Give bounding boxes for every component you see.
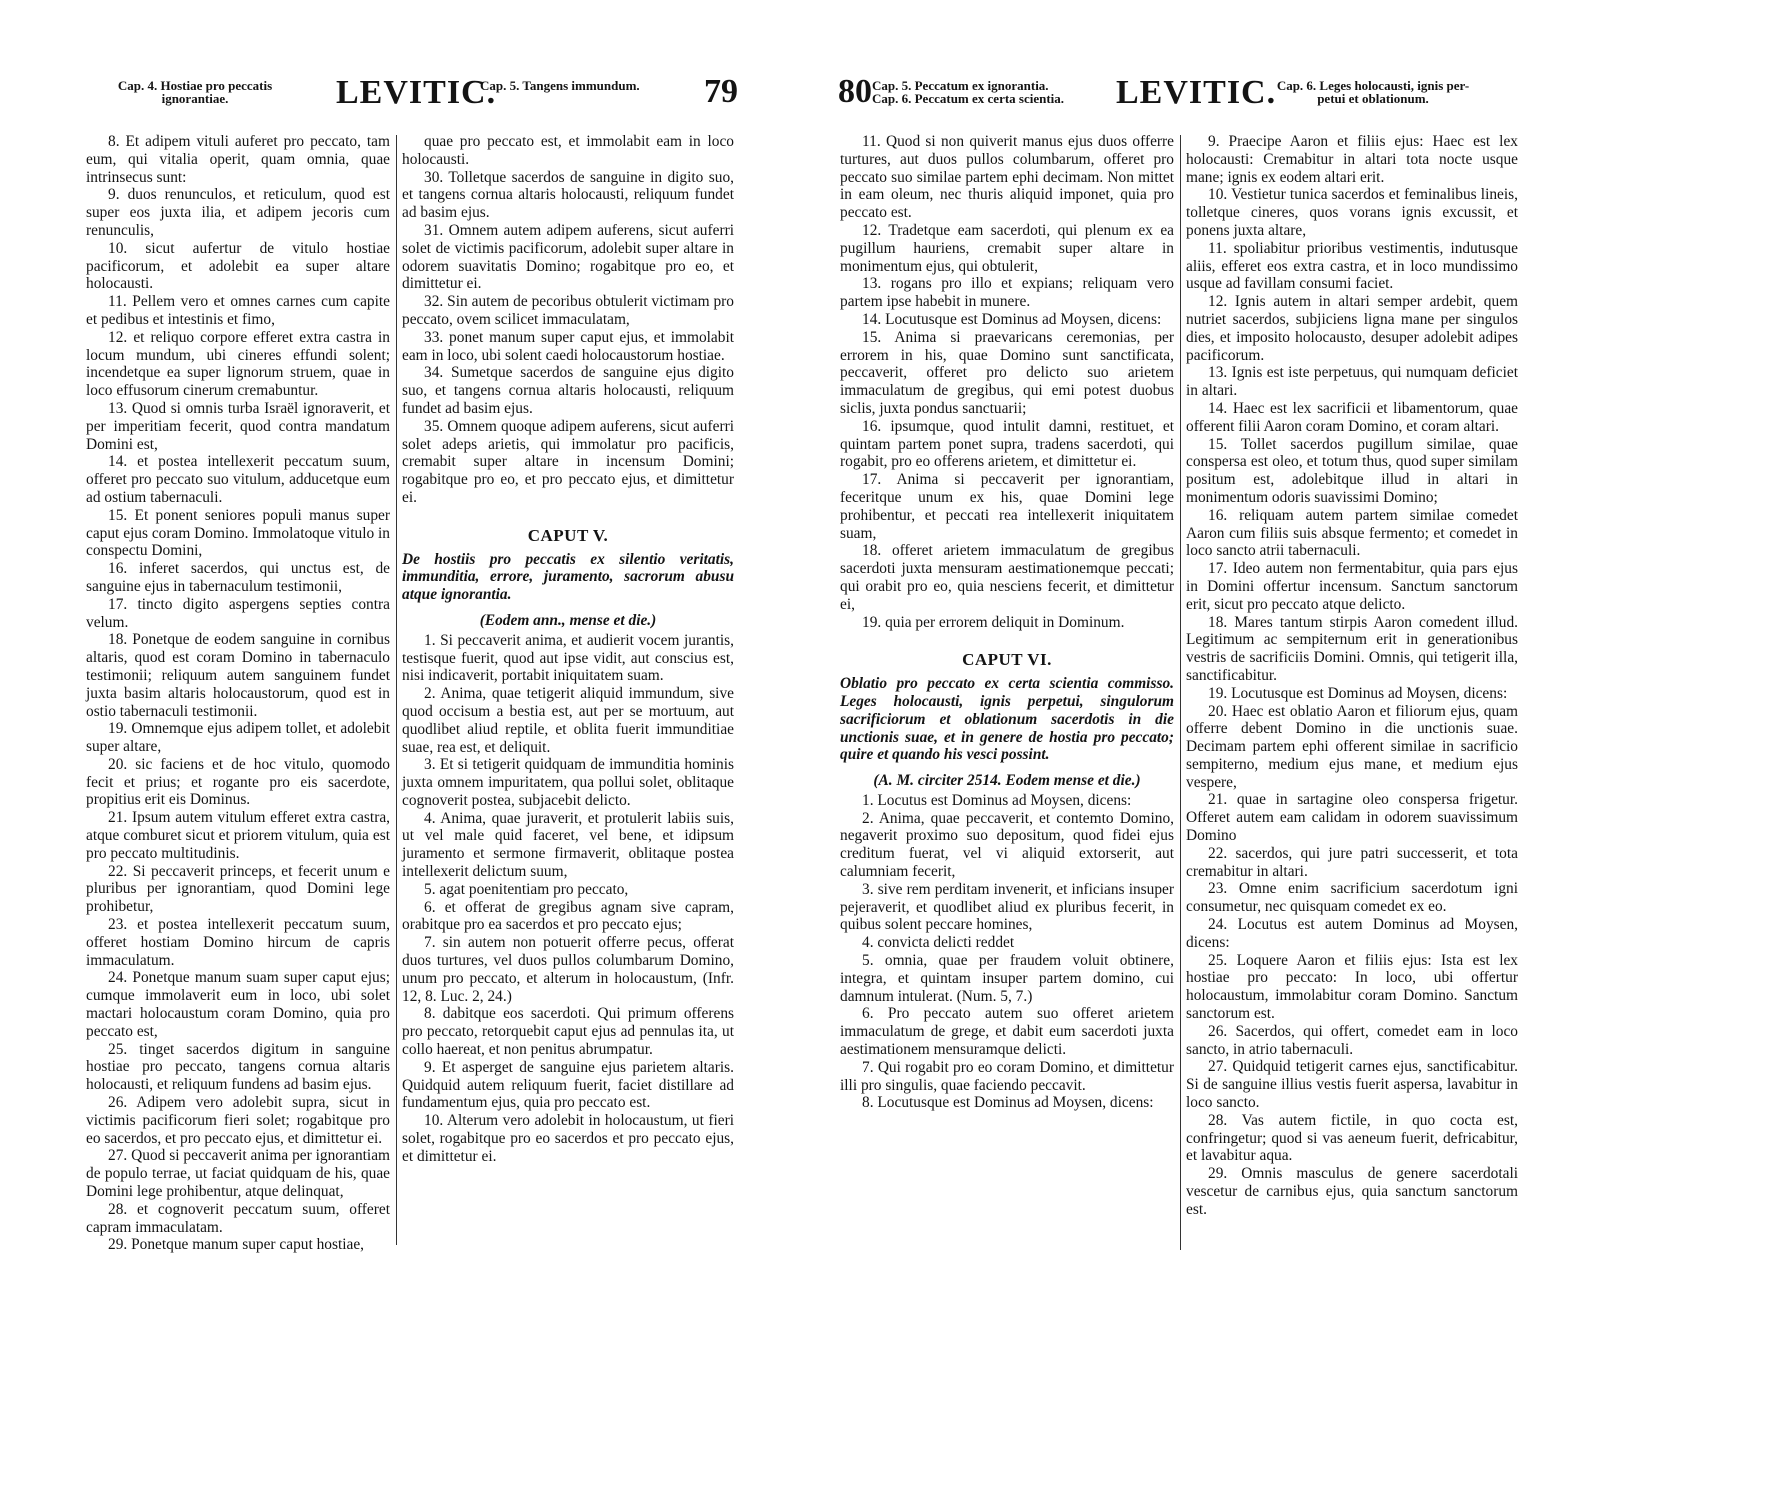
verse: 18. Mares tantum stirpis Aaron comedent illud. Legitimum ac sempiternum erit in generationibus vestris de sacrificiis Domini. Omnis, qui tetigerit illa, sanctificabitur. xyxy=(1186,613,1518,684)
verse: 15. Et ponent seniores populi manus super caput ejus coram Domino. Immolatoque vitulo in conspectu Domini, xyxy=(86,506,390,560)
verse: 20. Haec est oblatio Aaron et filiorum ejus, quam offerre debent Domino in die unctionis suae. Decimam partem ephi offerent similae in sacrificio sempiterno, medium ejus mane, et medium ejus vespere, xyxy=(1186,702,1518,791)
verse: 6. Pro peccato autem suo offeret arietem immaculatum de grege, et dabit eum sacerdoti juxta aestimationem mensuramque delicti. xyxy=(840,1005,1174,1059)
right-header-right-note xyxy=(1248,79,1498,105)
verse: 24. Locutus est autem Dominus ad Moysen, dicens: xyxy=(1186,916,1518,951)
verse: 28. Vas autem fictile, in quo cocta est, confringetur; quod si vas aeneum fuerit, defricabitur, et lavabitur aqua. xyxy=(1186,1111,1518,1165)
verse: 17. Anima si peccaverit per ignorantiam, feceritque unum ex his, quae Domini lege prohibentur, et peccati rea intellexerit iniquitatem suam, xyxy=(840,471,1174,542)
header-note-line: ignorantiae. xyxy=(161,91,229,106)
chapter-summary: Oblatio pro peccato ex certa scientia commisso. Leges holocausti, ignis perpetui, singulorum sacrificiorum et oblationum sacerdotis in die unctionis suae, et in genere de hostia pro peccato; quire et quando his vesci possint. xyxy=(840,675,1174,764)
verse: 29. Omnis masculus de genere sacerdotali vescetur de carnibus ejus, quia sanctum sanctorum est. xyxy=(1186,1165,1518,1218)
verse: 34. Sumetque sacerdos de sanguine ejus digito suo, et tangens cornua altaris holocausti, reliquum fundet ad basim ejus. xyxy=(402,364,734,417)
verse: 23. Omne enim sacrificium sacerdotum igni consumetur, nec quisquam comedet ex eo. xyxy=(1186,880,1518,916)
verse: 35. Omnem quoque adipem auferens, sicut auferri solet adeps arietis, qui immolatur pro pacificis, cremabit super altare in incensum Domini; rogabitque pro eo, et pro peccato ejus, et dimittetur ei. xyxy=(402,417,734,506)
header-note-line: Cap. 6. Leges holocausti, ignis per- xyxy=(1276,78,1470,93)
verse: 10. Alterum vero adolebit in holocaustum, ut fieri solet, rogabitque pro eo sacerdos et pro peccato ejus, et dimittetur ei. xyxy=(402,1112,734,1165)
verse: 28. et cognoverit peccatum suum, offeret capram immaculatam. xyxy=(86,1200,390,1236)
verse: 11. Quod si non quiverit manus ejus duos offerre turtures, aut duos pullos columbarum, offeret pro peccato suo similae partem ephi decimam. Non mittet in eam oleum, nec thuris aliquid imponet, quia pro peccato est. xyxy=(840,133,1174,222)
chapter-title: CAPUT VI. xyxy=(962,650,1052,670)
running-title: LEVITIC. xyxy=(336,74,497,111)
verse: 25. Loquere Aaron et filiis ejus: Ista est lex hostiae pro peccato: In loco, ubi offertur holocaustum, immolabitur coram Domino. Sanctum sanctorum est. xyxy=(1186,951,1518,1023)
left-page-column-2 xyxy=(402,133,734,1166)
verse: 11. spoliabitur prioribus vestimentis, indutusque aliis, efferet eos extra castra, et in loco mundissimo usque ad favillam consumi faciet. xyxy=(1186,239,1518,293)
left-page-column-1 xyxy=(86,133,390,1254)
right-page-column-1 xyxy=(840,133,1174,1112)
left-header-left-note xyxy=(100,79,290,105)
chapter-summary: De hostiis pro peccatis ex silentio veritatis, immunditia, errore, juramento, sacrorum abusu atque ignorantia. xyxy=(402,550,734,604)
verse: 13. rogans pro illo et expians; reliquam vero partem ipse habebit in munere. xyxy=(840,275,1174,311)
verse: 11. Pellem vero et omnes carnes cum capite et pedibus et intestinis et fimo, xyxy=(86,293,390,328)
header-note-line: Cap. 5. Peccatum ex ignorantia. xyxy=(872,78,1049,93)
verse: 19. Locutusque est Dominus ad Moysen, dicens: xyxy=(1208,684,1508,702)
verse: 3. Et si tetigerit quidquam de immunditia hominis juxta omnem impuritatem, qua pollui solet, oblitaque cognoverit postea, subjacebit delicto. xyxy=(402,756,734,809)
verse: 15. Tollet sacerdos pugillum similae, quae conspersa est oleo, et totum thus, quod super similam positum est, adolebitque illud in altari in monimentum odoris suavissimi Domino; xyxy=(1186,435,1518,506)
verse: 33. ponet manum super caput ejus, et immolabit eam in loco, ubi solent caedi holocaustorum hostiae. xyxy=(402,328,734,364)
verse: 10. sicut aufertur de vitulo hostiae pacificorum, et adolebit ea super altare holocausti. xyxy=(86,239,390,293)
verse: 4. convicta delicti reddet xyxy=(862,934,1015,952)
verse: 9. duos renunculos, et reticulum, quod est super eos juxta ilia, et adipem jecoris cum renunculis, xyxy=(86,186,390,239)
header-note-line: Cap. 6. Peccatum ex certa scientia. xyxy=(872,91,1065,106)
verse: 22. sacerdos, qui jure patri successerit, et tota cremabitur in altari. xyxy=(1186,844,1518,880)
verse: 14. Locutusque est Dominus ad Moysen, dicens: xyxy=(862,310,1162,328)
chapter-date: (A. M. circiter 2514. Eodem mense et die.) xyxy=(873,772,1141,790)
right-page-header xyxy=(838,73,1768,130)
verse: 10. Vestietur tunica sacerdos et feminalibus lineis, tolletque cineres, quos vorans ignis excussit, et ponens juxta altare, xyxy=(1186,186,1518,239)
chapter-title: CAPUT V. xyxy=(527,525,609,545)
verse: 18. Ponetque de eodem sanguine in cornibus altaris, quod est coram Domino in tabernaculo testimonii; reliquum autem sanguinem fundet juxta basim altaris holocaustorum, quod est in ostio tabernaculi testimonii. xyxy=(86,631,390,720)
verse: 26. Sacerdos, qui offert, comedet eam in loco sancto, in atrio tabernaculi. xyxy=(1186,1022,1518,1058)
verse: 21. quae in sartagine oleo conspersa frigetur. Offeret autem eam calidam in odorem suavissimum Domino xyxy=(1186,791,1518,845)
verse: 16. reliquam autem partem similae comedet Aaron cum filiis suis absque fermento; et comedet in loco sancto atrii tabernaculi. xyxy=(1186,506,1518,560)
verse: 21. Ipsum autem vitulum efferet extra castra, atque comburet sicut et priorem vitulum, quia est pro peccato multitudinis. xyxy=(86,809,390,862)
running-title: LEVITIC. xyxy=(1116,74,1277,111)
verse: 13. Ignis est iste perpetuus, qui numquam deficiet in altari. xyxy=(1186,364,1518,400)
verse: 14. Haec est lex sacrificii et libamentorum, quae offerent filii Aaron coram Domino, et coram altari. xyxy=(1186,399,1518,435)
verse: 12. Tradetque eam sacerdoti, qui plenum ex ea pugillum hauriens, cremabit super altare in monimentum ejus, qui obtulerit, xyxy=(840,221,1174,275)
verse: 5. agat poenitentiam pro peccato, xyxy=(424,880,629,898)
verse: 8. Locutusque est Dominus ad Moysen, dicens: xyxy=(862,1094,1154,1112)
verse: 9. Praecipe Aaron et filiis ejus: Haec est lex holocausti: Cremabitur in altari tota nocte usque mane; ignis ex eodem altari erit. xyxy=(1186,133,1518,186)
verse: 31. Omnem autem adipem auferens, sicut auferri solet de victimis pacificorum, adolebit super altare in odorem suavitatis Domino; rogabitque pro eo, et dimittetur ei. xyxy=(402,221,734,293)
right-page xyxy=(838,0,1768,1500)
verse: 12. et reliquo corpore efferet extra castra in locum mundum, ubi cineres effundi solent; incendetque ea super lignorum struem, quae in loco effusorum cinerum cremabuntur. xyxy=(86,328,390,400)
verse: 1. Locutus est Dominus ad Moysen, dicens: xyxy=(862,791,1132,809)
right-page-column-2 xyxy=(1186,133,1518,1219)
verse: 6. et offerat de gregibus agnam sive capram, orabitque pro ea sacerdos et pro peccato ejus; xyxy=(402,898,734,934)
verse: 15. Anima si praevaricans ceremonias, per errorem in his, quae Domino sunt sanctificata, peccaverit, offeret pro delicto suo arietem immaculatum de gregibus, qui emi potest duobus siclis, juxta pondus sanctuarii; xyxy=(840,328,1174,417)
verse: 22. Si peccaverit princeps, et fecerit unum e pluribus per ignorantiam, quod Domini lege prohibetur, xyxy=(86,862,390,916)
header-note-line: petui et oblationum. xyxy=(1317,91,1429,106)
verse: 2. Anima, quae tetigerit aliquid immundum, sive quod occisum a bestia est, aut per se mortuum, aut quodlibet aliud reptile, et oblita fuerit immunditiae suae, rea est, et deliquit. xyxy=(402,685,734,756)
header-note-line: Cap. 4. Hostiae pro peccatis xyxy=(117,78,273,93)
verse: 8. Et adipem vituli auferet pro peccato, tam eum, qui vitalia operit, quam omnia, quae intrinsecus sunt: xyxy=(86,133,390,186)
verse: 25. tinget sacerdos digitum in sanguine hostiae pro peccato, tangens cornua altaris holocausti, et reliquum fundens ad basim ejus. xyxy=(86,1040,390,1094)
verse: 27. Quod si peccaverit anima per ignorantiam de populo terrae, ut faciat quidquam de his, quae Domini lege prohibentur, atque delinquat, xyxy=(86,1147,390,1201)
verse: 1. Si peccaverit anima, et audierit vocem jurantis, testisque fuerit, quod aut ipse vidit, aut conscius est, nisi indicaverit, portabit iniquitatem suam. xyxy=(402,631,734,685)
verse: 14. et postea intellexerit peccatum suum, offeret pro peccato suo vitulum, adducetque eum ad ostium tabernaculi. xyxy=(86,453,390,506)
verse: 30. Tolletque sacerdos de sanguine in digito suo, et tangens cornua altaris holocausti, reliquum fundet ad basim ejus. xyxy=(402,168,734,222)
verse: 4. Anima, quae juraverit, et protulerit labiis suis, ut vel male quid faceret, vel bene, et idipsum juramento et sermone firmaverit, oblitaque postea intellexerit delictum suum, xyxy=(402,809,734,881)
verse: 26. Adipem vero adolebit supra, sicut in victimis pacificorum fieri solet; rogabitque pro eo sacerdos, et pro peccato ejus, et dimittetur ei. xyxy=(86,1094,390,1147)
page-number: 79 xyxy=(704,73,738,110)
verse: 9. Et asperget de sanguine ejus parietem altaris. Quidquid autem reliquum fuerit, faciet distillare ad fundamentum ejus, quia pro peccato est. xyxy=(402,1058,734,1112)
page-number: 80 xyxy=(838,73,872,110)
column-divider xyxy=(396,135,397,1245)
column-divider xyxy=(1180,135,1181,1250)
verse: 29. Ponetque manum super caput hostiae, xyxy=(108,1236,365,1254)
verse: 12. Ignis autem in altari semper ardebit, quem nutriet sacerdos, subjiciens ligna mane per singulos dies, et imposito holocausto, desuper adolebit adipes pacificorum. xyxy=(1186,293,1518,364)
verse: 16. ipsumque, quod intulit damni, restituet, et quintam partem ponet supra, tradens sacerdoti, qui rogabit, pro eo offerens arietem, et dimittetur ei. xyxy=(840,417,1174,471)
verse: 8. dabitque eos sacerdoti. Qui primum offerens pro peccato, retorquebit caput ejus ad pennulas ita, ut collo haereat, et non penitus abrumpatur. xyxy=(402,1005,734,1059)
right-header-left-note xyxy=(872,79,1064,105)
verse: 19. quia per errorem deliquit in Dominum. xyxy=(862,613,1125,631)
left-page-header xyxy=(0,73,884,130)
verse: 23. et postea intellexerit peccatum suum, offeret hostiam Domino hircum de capris immaculatum. xyxy=(86,916,390,969)
verse: 17. tincto digito aspergens septies contra velum. xyxy=(86,595,390,631)
verse: 32. Sin autem de pecoribus obtulerit victimam pro peccato, ovem scilicet immaculatam, xyxy=(402,293,734,328)
verse: 13. Quod si omnis turba Israël ignoraverit, et per imperitiam fecerit, quod contra mandatum Domini est, xyxy=(86,399,390,453)
verse: 20. sic faciens et de hoc vitulo, quomodo fecit et prius; et rogante pro eis sacerdote, propitius erit eis Dominus. xyxy=(86,755,390,809)
verse: 19. Omnemque ejus adipem tollet, et adolebit super altare, xyxy=(86,720,390,756)
verse: 24. Ponetque manum suam super caput ejus; cumque immolaverit eum in loco, ubi solet mactari holocaustum coram Domino, quia pro peccato est, xyxy=(86,969,390,1040)
verse: 17. Ideo autem non fermentabitur, quia pars ejus in Domini offertur incensum. Sanctum sanctorum erit, sicut pro peccato atque delicto. xyxy=(1186,560,1518,613)
verse: 27. Quidquid tetigerit carnes ejus, sanctificabitur. Si de sanguine illius vestis fuerit aspersa, lavabitur in loco sancto. xyxy=(1186,1058,1518,1112)
verse: 5. omnia, quae per fraudem voluit obtinere, integra, et quintam insuper partem domino, cui damnum intulerat. (Num. 5, 7.) xyxy=(840,952,1174,1005)
chapter-date: (Eodem ann., mense et die.) xyxy=(479,611,657,629)
verse: 16. inferet sacerdos, qui unctus est, de sanguine ejus in tabernaculum testimonii, xyxy=(86,560,390,595)
verse: 7. Qui rogabit pro eo coram Domino, et dimittetur illi pro singulis, quae faciendo peccavit. xyxy=(840,1058,1174,1094)
verse: 18. offeret arietem immaculatum de gregibus sacerdoti juxta mensuram aestimationemque peccati; qui orabit pro eo, quia nesciens fecerit, et dimittetur ei, xyxy=(840,542,1174,613)
verse: 3. sive rem perditam invenerit, et inficians insuper pejeraverit, et quodlibet aliud ex pluribus fecerit, in quibus solent peccare homines, xyxy=(840,880,1174,934)
verse: 7. sin autem non potuerit offerre pecus, offerat duos turtures, vel duos pullos columbarum Domino, unum pro peccato, et alterum in holocaustum, (Infr. 12, 8. Luc. 2, 24.) xyxy=(402,934,734,1005)
verse: quae pro peccato est, et immolabit eam in loco holocausti. xyxy=(402,133,734,168)
left-header-right-note: Cap. 5. Tangens immundum. xyxy=(480,78,640,93)
verse: 2. Anima, quae peccaverit, et contemto Domino, negaverit proximo suo depositum, quod fidei ejus creditum fuerat, vel vi aliquid extorserit, aut calumniam fecerit, xyxy=(840,809,1174,881)
